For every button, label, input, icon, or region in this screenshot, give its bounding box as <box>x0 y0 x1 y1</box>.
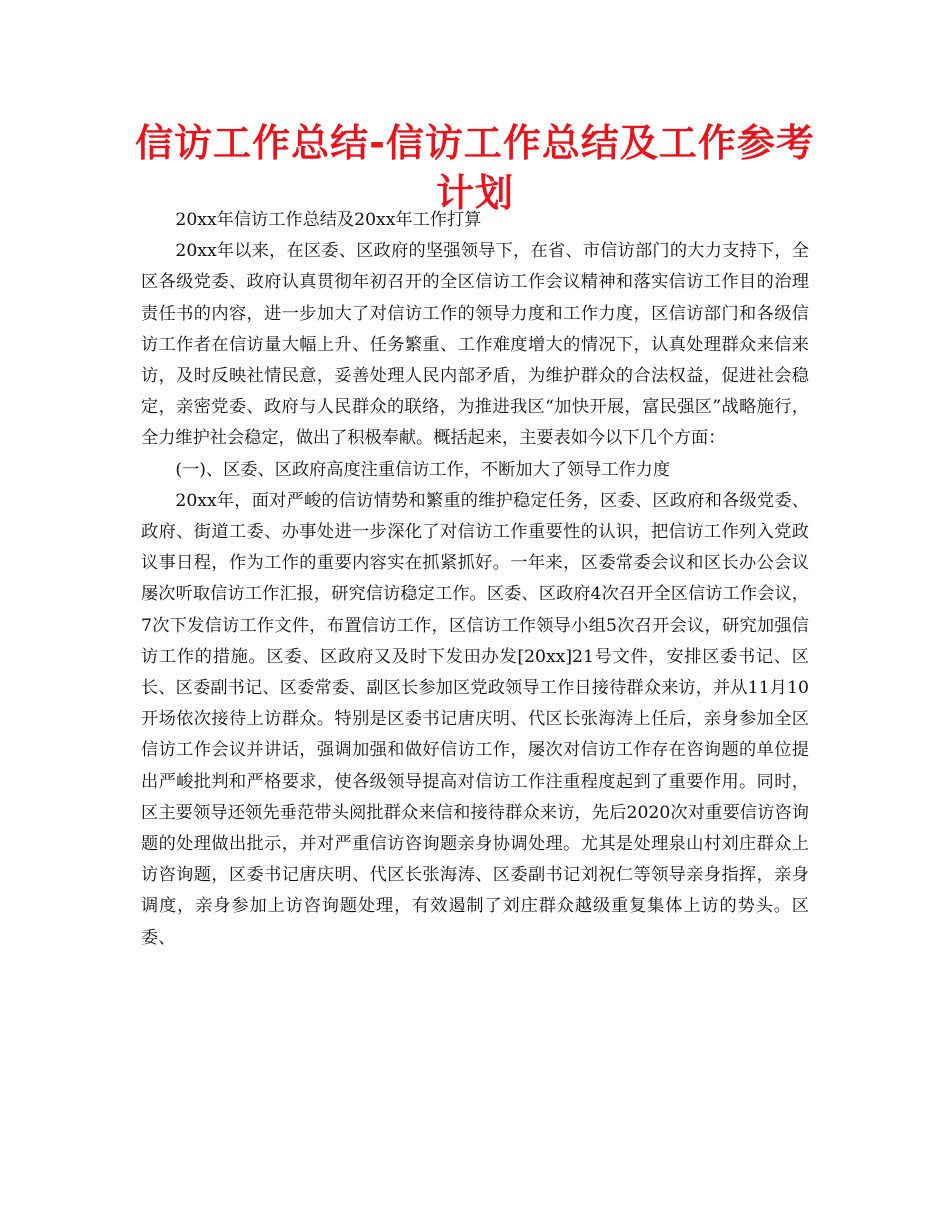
subtitle-paragraph: 20xx年信访工作总结及20xx年工作打算 <box>175 210 482 230</box>
body-paragraph: 20xx年，面对严峻的信访情势和繁重的维护稳定任务，区委、区政府和各级党委、政府、街道工委、办事处进一步深化了对信访工作重要性的认识，把信访工作列入党政议事日程，作为工作的重要内容实在抓紧抓好。一年来，区委常委会议和区长办公会议屡次听取信访工作汇报，研究信访稳定工作。区委、区政府4次召开全区信访工作会议，7次下发信访工作文件，布置信访工作，区信访工作领导小组5次召开会议，研究加强信访工作的措施。区委、区政府又及时下发田办发[20xx]21号文件，安排区委书记、区长、区委副书记、区委常委、副区长参加区党政领导工作日接待群众来访，并从11月10开场依次接待上访群众。特别是区委书记唐庆明、代区长张海涛上任后，亲身参加全区信访工作会议并讲话，强调加强和做好信访工作，屡次对信访工作存在咨询题的单位提出严峻批判和严格要求，使各级领导提高对信访工作注重程度起到了重要作用。同时，区主要领导还领先垂范带头阅批群众来信和接待群众来访，先后2020次对重要信访咨询题的处理做出批示，并对严重信访咨询题亲身协调处理。尤其是处理泉山村刘庄群众上访咨询题，区委书记唐庆明、代区长张海涛、区委副书记刘祝仁等领导亲身指挥，亲身调度，亲身参加上访咨询题处理，有效遏制了刘庄群众越级重复集体上访的势头。区委、 <box>141 490 809 948</box>
document-title: 信访工作总结-信访工作总结及工作参考计划 <box>135 121 815 215</box>
intro-paragraph: 20xx年以来，在区委、区政府的坚强领导下，在省、市信访部门的大力支持下，全区各级党委、政府认真贯彻年初召开的全区信访工作会议精神和落实信访工作目的治理责任书的内容，进一步加大了对信访工作的领导力度和工作力度，区信访部门和各级信访工作者在信访量大幅上升、任务繁重、工作难度增大的情况下，认真处理群众来信来访，及时反映社情民意，妥善处理人民内部矛盾，为维护群众的合法权益，促进社会稳定，亲密党委、政府与人民群众的联络，为推进我区“加快开展，富民强区”战略施行，全力维护社会稳定，做出了积极奉献。概括起来，主要表如今以下几个方面： <box>141 241 809 449</box>
section-heading: (一)、区委、区政府高度注重信访工作，不断加大了领导工作力度 <box>175 459 671 480</box>
document-body <box>141 205 809 954</box>
